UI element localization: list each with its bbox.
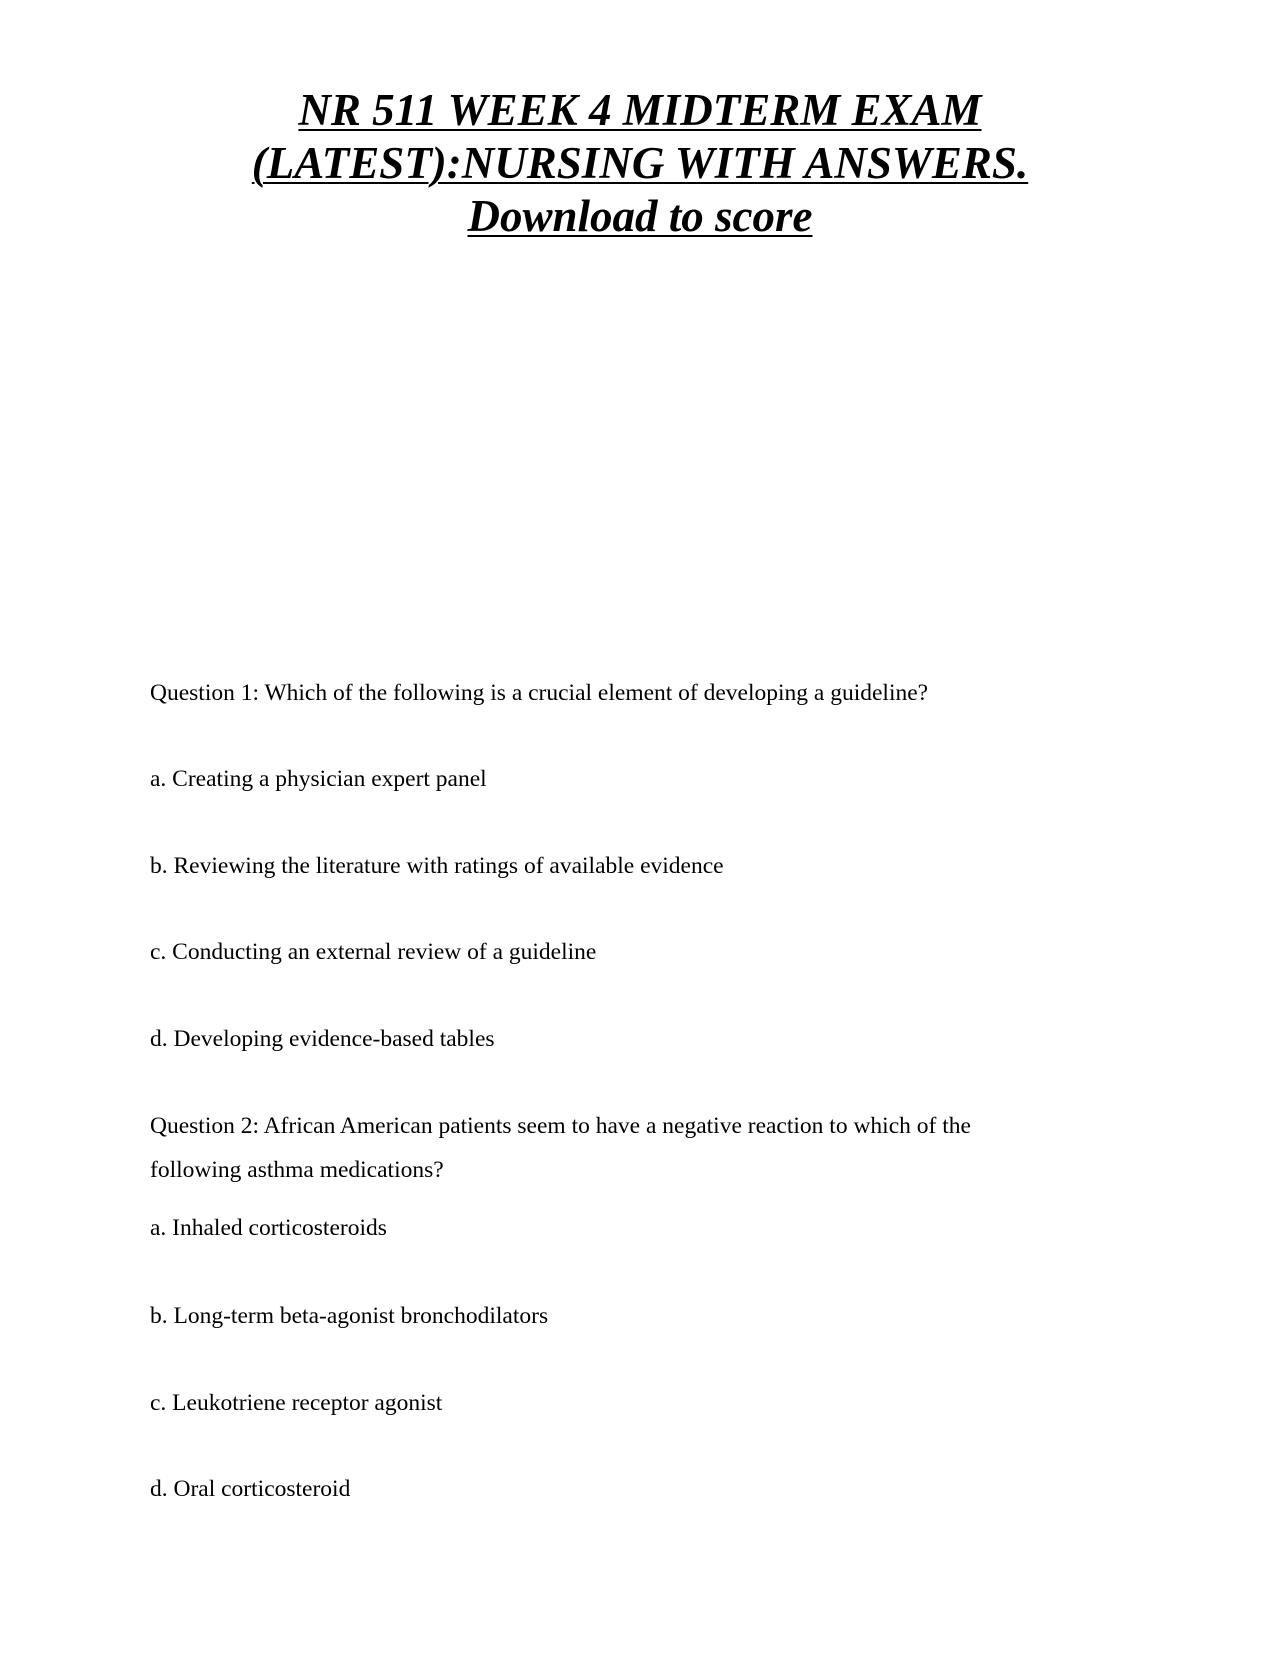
question-2-option-a: a. Inhaled corticosteroids — [150, 1215, 387, 1241]
title-line-3: Download to score — [467, 191, 813, 241]
question-1-option-b: b. Reviewing the literature with ratings of available evidence — [150, 853, 724, 879]
question-2-option-d: d. Oral corticosteroid — [150, 1476, 351, 1502]
question-1-option-a: a. Creating a physician expert panel — [150, 766, 487, 792]
title-line-2: (LATEST):NURSING WITH ANSWERS. — [251, 138, 1029, 188]
question-2-prompt-line-1: Question 2: African American patients seem to have a negative reaction to which of the — [150, 1113, 971, 1139]
question-2-option-c: c. Leukotriene receptor agonist — [150, 1390, 443, 1416]
question-1-option-c: c. Conducting an external review of a guideline — [150, 939, 597, 965]
document-title — [150, 84, 1130, 243]
question-1-prompt: Question 1: Which of the following is a crucial element of developing a guideline? — [150, 680, 929, 706]
title-line-1: NR 511 WEEK 4 MIDTERM EXAM — [298, 85, 982, 135]
question-2-option-b: b. Long-term beta-agonist bronchodilators — [150, 1303, 549, 1329]
question-1-option-d: d. Developing evidence-based tables — [150, 1026, 495, 1052]
question-2-prompt-line-2: following asthma medications? — [150, 1157, 444, 1183]
